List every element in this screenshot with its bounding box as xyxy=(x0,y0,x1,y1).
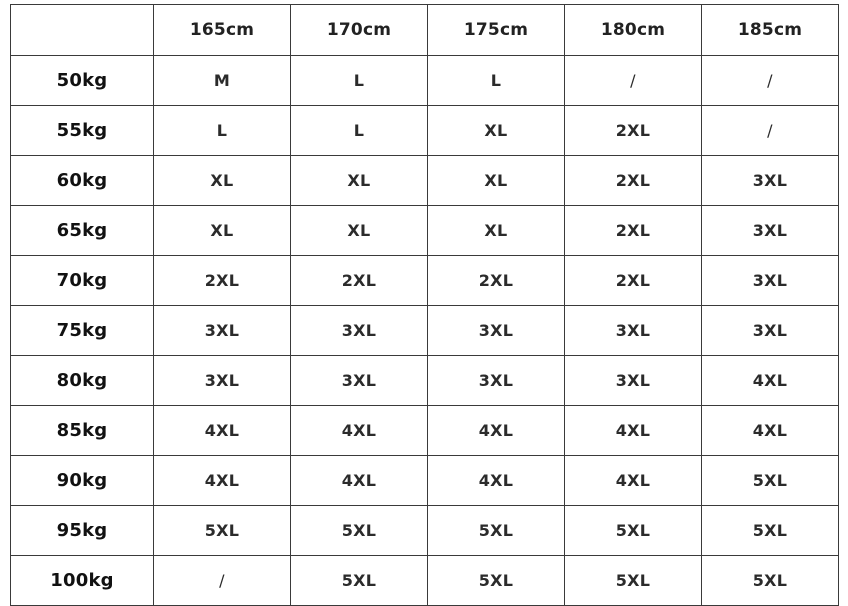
size-cell-90kg-180cm: 4XL xyxy=(565,456,702,506)
size-cell-75kg-185cm: 3XL xyxy=(702,306,839,356)
size-cell-80kg-175cm: 3XL xyxy=(428,356,565,406)
size-cell-65kg-170cm: XL xyxy=(291,206,428,256)
size-cell-70kg-170cm: 2XL xyxy=(291,256,428,306)
size-cell-70kg-180cm: 2XL xyxy=(565,256,702,306)
row-header-75kg: 75kg xyxy=(11,306,154,356)
table-row xyxy=(11,306,839,356)
row-header-85kg: 85kg xyxy=(11,406,154,456)
size-cell-55kg-170cm: L xyxy=(291,106,428,156)
column-header-175cm: 175cm xyxy=(428,5,565,56)
size-cell-95kg-185cm: 5XL xyxy=(702,506,839,556)
size-cell-65kg-175cm: XL xyxy=(428,206,565,256)
size-cell-55kg-185cm: / xyxy=(702,106,839,156)
table-row xyxy=(11,556,839,606)
size-cell-85kg-180cm: 4XL xyxy=(565,406,702,456)
size-cell-80kg-165cm: 3XL xyxy=(154,356,291,406)
row-header-55kg: 55kg xyxy=(11,106,154,156)
size-cell-70kg-185cm: 3XL xyxy=(702,256,839,306)
row-header-70kg: 70kg xyxy=(11,256,154,306)
row-header-90kg: 90kg xyxy=(11,456,154,506)
size-cell-50kg-180cm: / xyxy=(565,56,702,106)
size-cell-75kg-165cm: 3XL xyxy=(154,306,291,356)
row-header-65kg: 65kg xyxy=(11,206,154,256)
size-cell-65kg-185cm: 3XL xyxy=(702,206,839,256)
size-cell-100kg-180cm: 5XL xyxy=(565,556,702,606)
size-cell-60kg-170cm: XL xyxy=(291,156,428,206)
column-header-165cm: 165cm xyxy=(154,5,291,56)
table-row xyxy=(11,256,839,306)
row-header-50kg: 50kg xyxy=(11,56,154,106)
size-cell-90kg-170cm: 4XL xyxy=(291,456,428,506)
size-cell-60kg-180cm: 2XL xyxy=(565,156,702,206)
size-cell-50kg-170cm: L xyxy=(291,56,428,106)
table-row xyxy=(11,206,839,256)
table-corner-cell xyxy=(11,5,154,56)
row-header-95kg: 95kg xyxy=(11,506,154,556)
size-cell-65kg-180cm: 2XL xyxy=(565,206,702,256)
size-cell-80kg-170cm: 3XL xyxy=(291,356,428,406)
size-cell-85kg-165cm: 4XL xyxy=(154,406,291,456)
size-cell-70kg-165cm: 2XL xyxy=(154,256,291,306)
size-cell-85kg-175cm: 4XL xyxy=(428,406,565,456)
table-row xyxy=(11,406,839,456)
table-row xyxy=(11,506,839,556)
size-cell-55kg-180cm: 2XL xyxy=(565,106,702,156)
size-cell-80kg-180cm: 3XL xyxy=(565,356,702,406)
size-cell-65kg-165cm: XL xyxy=(154,206,291,256)
size-cell-90kg-185cm: 5XL xyxy=(702,456,839,506)
size-cell-100kg-185cm: 5XL xyxy=(702,556,839,606)
row-header-60kg: 60kg xyxy=(11,156,154,206)
size-cell-50kg-165cm: M xyxy=(154,56,291,106)
size-cell-85kg-185cm: 4XL xyxy=(702,406,839,456)
table-row xyxy=(11,106,839,156)
size-cell-60kg-165cm: XL xyxy=(154,156,291,206)
size-cell-95kg-175cm: 5XL xyxy=(428,506,565,556)
row-header-100kg: 100kg xyxy=(11,556,154,606)
size-chart-body xyxy=(11,5,839,606)
size-chart-table xyxy=(10,4,839,606)
size-cell-90kg-165cm: 4XL xyxy=(154,456,291,506)
table-row xyxy=(11,156,839,206)
size-cell-95kg-180cm: 5XL xyxy=(565,506,702,556)
size-cell-60kg-175cm: XL xyxy=(428,156,565,206)
size-cell-80kg-185cm: 4XL xyxy=(702,356,839,406)
size-cell-95kg-165cm: 5XL xyxy=(154,506,291,556)
size-cell-90kg-175cm: 4XL xyxy=(428,456,565,506)
size-cell-75kg-175cm: 3XL xyxy=(428,306,565,356)
column-header-170cm: 170cm xyxy=(291,5,428,56)
table-row xyxy=(11,356,839,406)
size-cell-100kg-165cm: / xyxy=(154,556,291,606)
size-cell-95kg-170cm: 5XL xyxy=(291,506,428,556)
size-cell-50kg-175cm: L xyxy=(428,56,565,106)
size-cell-50kg-185cm: / xyxy=(702,56,839,106)
size-cell-75kg-170cm: 3XL xyxy=(291,306,428,356)
row-header-80kg: 80kg xyxy=(11,356,154,406)
table-row xyxy=(11,56,839,106)
table-header-row xyxy=(11,5,839,56)
size-cell-70kg-175cm: 2XL xyxy=(428,256,565,306)
table-row xyxy=(11,456,839,506)
size-cell-55kg-175cm: XL xyxy=(428,106,565,156)
column-header-185cm: 185cm xyxy=(702,5,839,56)
size-cell-75kg-180cm: 3XL xyxy=(565,306,702,356)
column-header-180cm: 180cm xyxy=(565,5,702,56)
size-cell-100kg-175cm: 5XL xyxy=(428,556,565,606)
size-cell-100kg-170cm: 5XL xyxy=(291,556,428,606)
size-cell-60kg-185cm: 3XL xyxy=(702,156,839,206)
size-cell-85kg-170cm: 4XL xyxy=(291,406,428,456)
size-cell-55kg-165cm: L xyxy=(154,106,291,156)
